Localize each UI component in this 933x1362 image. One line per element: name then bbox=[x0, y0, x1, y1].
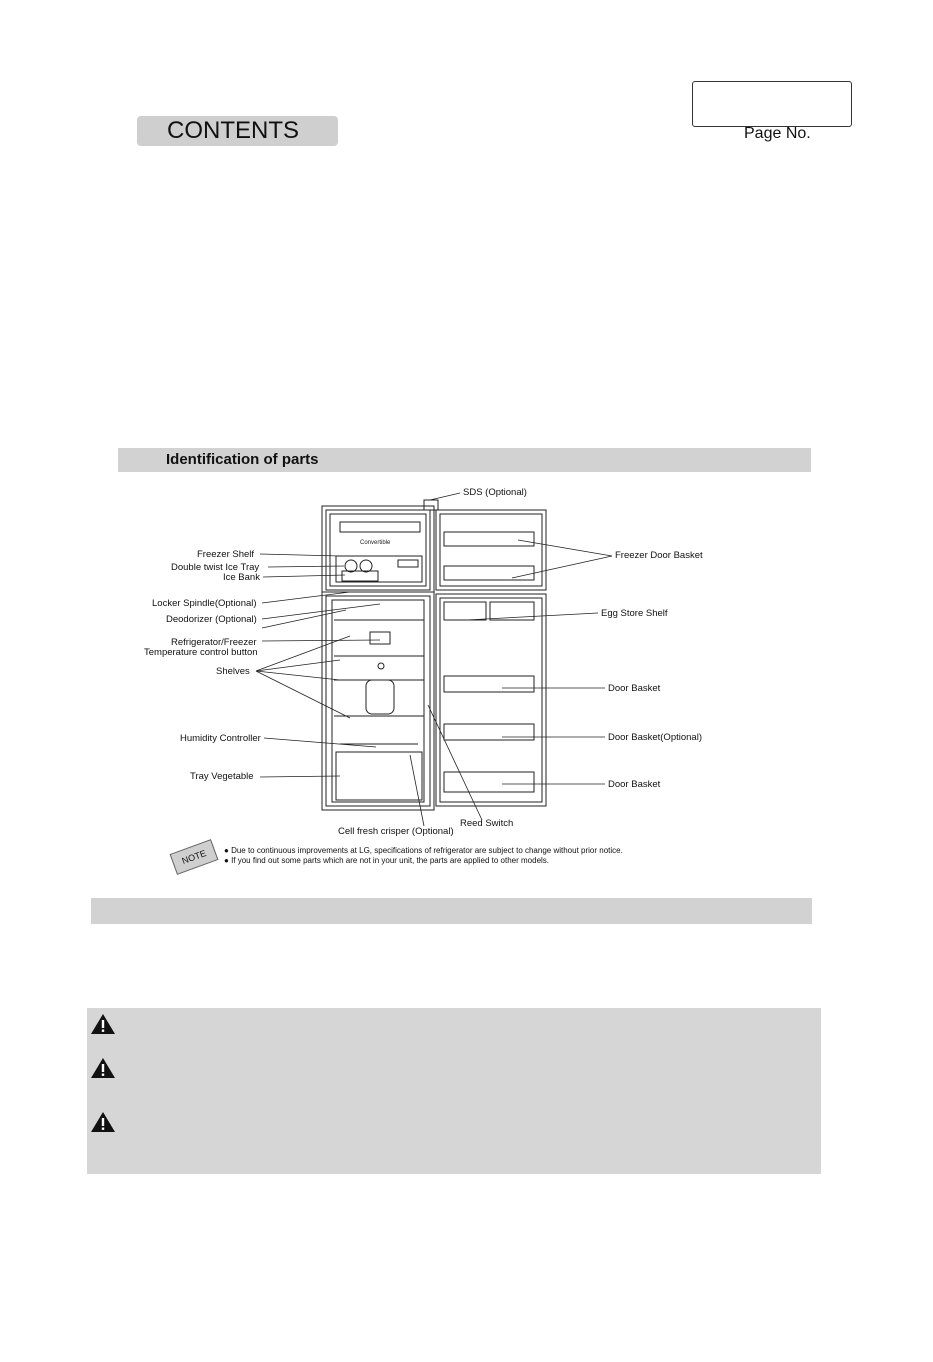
appliance-logo-text: Convertible bbox=[360, 540, 391, 546]
label-door-basket: Door Basket bbox=[608, 683, 661, 694]
label-deodorizer: Deodorizer (Optional) bbox=[166, 614, 257, 625]
label-ice-bank: Ice Bank bbox=[223, 572, 260, 583]
warning-triangle-icon bbox=[90, 1057, 116, 1079]
warning-panel bbox=[87, 1008, 821, 1174]
label-humidity-controller: Humidity Controller bbox=[180, 733, 261, 744]
label-sds: SDS (Optional) bbox=[463, 487, 527, 498]
section-bar-empty bbox=[91, 898, 812, 924]
warning-triangle-icon bbox=[90, 1111, 116, 1133]
label-cell-fresh-crisper: Cell fresh crisper (Optional) bbox=[338, 826, 454, 837]
note-line-2: ● If you find out some parts which are not in your unit, the parts are applied to other models. bbox=[224, 856, 550, 865]
freezer-door-outline bbox=[436, 510, 546, 590]
page-no-label: Page No. bbox=[744, 125, 811, 142]
contents-title: CONTENTS bbox=[137, 116, 338, 146]
note-badge: NOTE bbox=[170, 839, 219, 875]
label-freezer-door-basket: Freezer Door Basket bbox=[615, 550, 703, 561]
refrigerator-door-outline bbox=[436, 594, 546, 806]
label-freezer-shelf: Freezer Shelf bbox=[197, 549, 255, 560]
warning-triangle-icon bbox=[90, 1013, 116, 1035]
label-egg-store-shelf: Egg Store Shelf bbox=[601, 608, 668, 619]
label-door-basket-bottom: Door Basket bbox=[608, 779, 661, 790]
label-shelves: Shelves bbox=[216, 666, 250, 677]
label-locker-spindle: Locker Spindle(Optional) bbox=[152, 598, 257, 609]
label-tray-vegetable: Tray Vegetable bbox=[190, 771, 254, 782]
label-reed-switch: Reed Switch bbox=[460, 818, 514, 829]
label-double-twist-ice-tray: Double twist Ice Tray bbox=[171, 562, 260, 573]
cabinet-outline bbox=[322, 506, 434, 810]
section-title: Identification of parts bbox=[118, 448, 811, 472]
label-temp-control-2: Temperature control button bbox=[144, 647, 258, 658]
note-line-1: ● Due to continuous improvements at LG, specifications of refrigerator are subject to change without prior notice. bbox=[224, 846, 623, 855]
label-door-basket-optional: Door Basket(Optional) bbox=[608, 732, 702, 743]
label-temp-control-1: Refrigerator/Freezer bbox=[171, 637, 257, 648]
